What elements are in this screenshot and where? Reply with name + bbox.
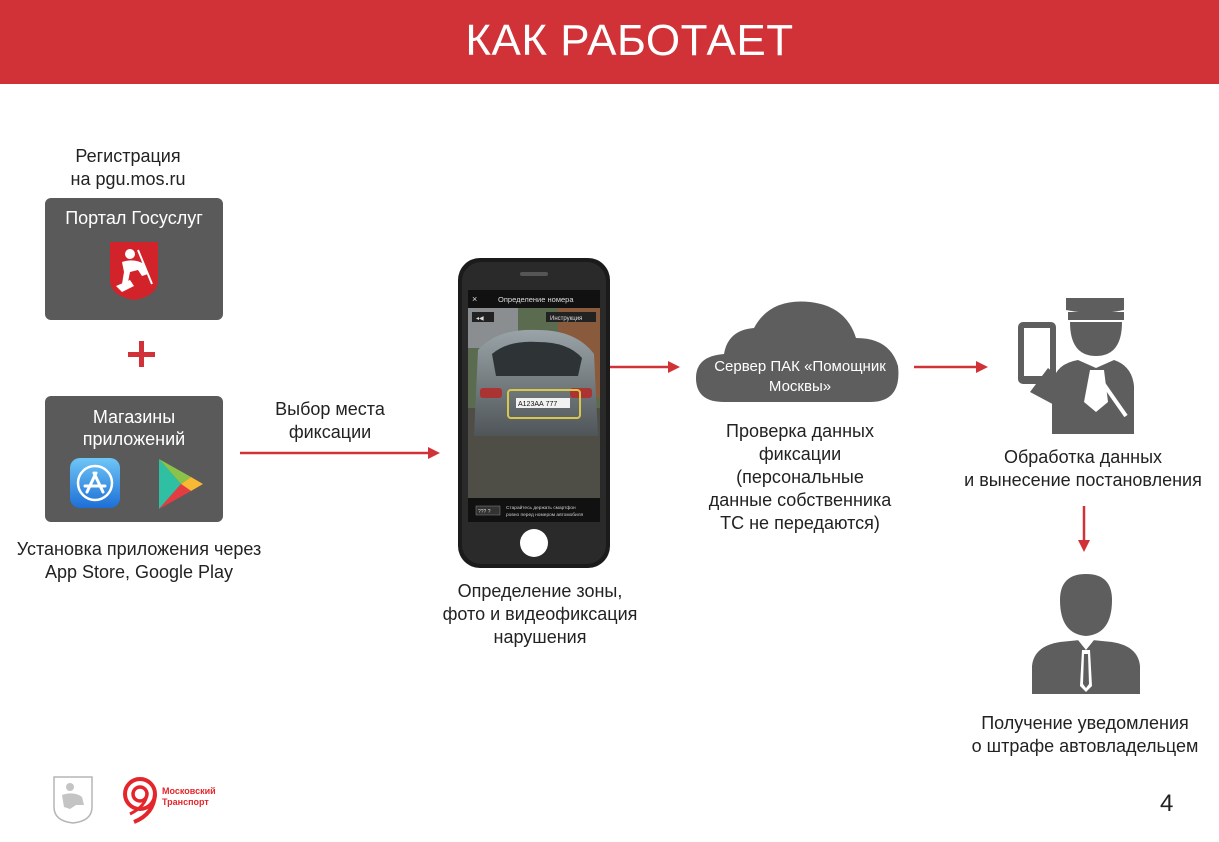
logo-line1: Московский xyxy=(162,786,216,796)
phone-caption: Определение зоны, фото и видеофиксация нарушения xyxy=(442,581,638,647)
smartphone-mockup xyxy=(458,258,610,568)
logo-line2: Транспорт xyxy=(162,797,209,807)
choose-place-caption: Выбор места фиксации xyxy=(275,399,385,442)
registration-caption: Регистрация на pgu.mos.ru xyxy=(70,146,186,189)
server-cloud-label: Сервер ПАК «Помощник Москвы» xyxy=(714,358,886,395)
moscow-emblem-footer-icon xyxy=(52,775,94,825)
phone-instruction-button[interactable]: Инструкция xyxy=(550,316,583,322)
gosuslugi-portal-box xyxy=(45,198,223,320)
phone-bottom-box: ??? ? xyxy=(478,509,491,515)
portal-label: Портал Госуслуг xyxy=(65,208,203,228)
check-caption: Проверка данных фиксации (персональные данные собственника ТС не передаются) xyxy=(708,421,892,533)
officer-icon xyxy=(1008,296,1138,436)
phone-close-icon[interactable]: × xyxy=(472,294,478,304)
phone-plate-text: А123АА 777 xyxy=(518,401,558,408)
plus-icon xyxy=(124,333,160,373)
arrow-to-officer xyxy=(912,360,1002,374)
moscow-coat-of-arms-icon xyxy=(108,240,160,302)
page-number: 4 xyxy=(1160,790,1174,817)
install-caption: Установка приложения через App Store, Google Play xyxy=(16,539,262,582)
notify-caption: Получение уведомления о штрафе автовладельцем xyxy=(971,713,1199,756)
google-play-icon xyxy=(153,456,205,512)
page-title: КАК РАБОТАЕТ xyxy=(465,16,794,65)
app-store-icon xyxy=(69,457,121,509)
process-caption: Обработка данных и вынесение постановления xyxy=(964,447,1202,490)
moscow-transport-logo xyxy=(120,774,240,826)
stores-label-line2: приложений xyxy=(82,429,186,449)
arrow-to-owner xyxy=(1076,504,1092,560)
car-owner-icon xyxy=(1030,570,1142,696)
phone-hint-line1: Старайтесь держать смартфон xyxy=(506,506,576,511)
arrow-to-cloud xyxy=(608,360,688,374)
app-stores-box xyxy=(45,396,223,522)
arrow-to-phone xyxy=(238,446,448,460)
phone-hint-line2: ровно перед номером автомобиля xyxy=(506,513,584,518)
stores-label-line1: Магазины xyxy=(92,407,176,427)
phone-screen-title: Определение номера xyxy=(498,295,574,304)
header-bar xyxy=(0,0,1219,84)
phone-sound-icon[interactable]: ◂◀ xyxy=(476,315,484,322)
